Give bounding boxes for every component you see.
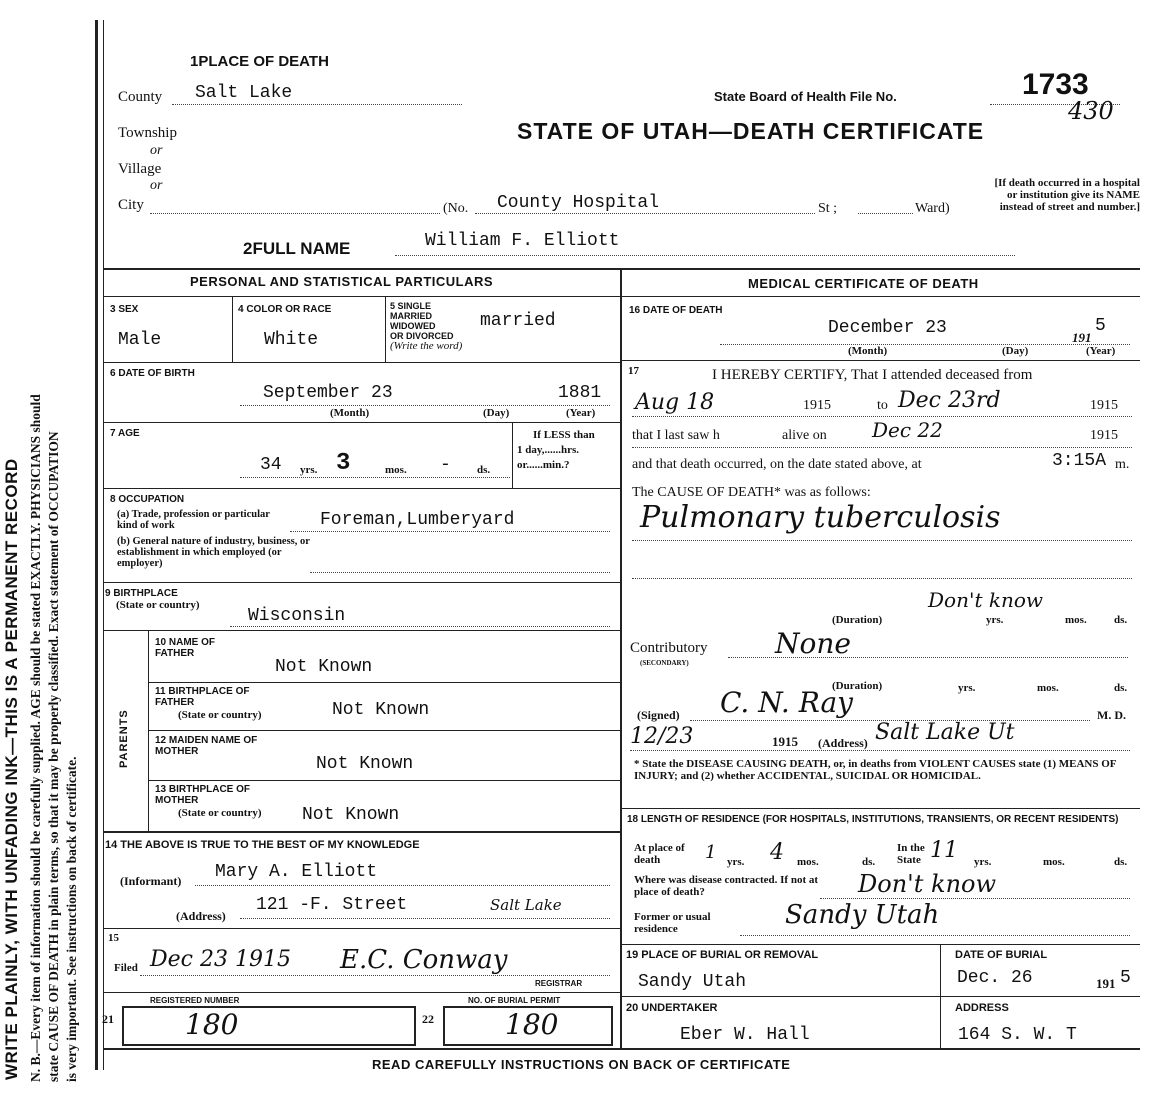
contributory-value: None bbox=[775, 627, 851, 660]
dob-day-lbl: (Day) bbox=[483, 407, 510, 419]
village-label: Village bbox=[118, 161, 162, 177]
state-mos-lbl: mos. bbox=[1043, 856, 1065, 868]
residence-months: 4 bbox=[770, 840, 784, 865]
burial-permit-label: NO. OF BURIAL PERMIT bbox=[468, 996, 561, 1005]
filed-index: 15 bbox=[108, 932, 119, 944]
if-less-1: If LESS than bbox=[533, 429, 595, 441]
county-value: Salt Lake bbox=[195, 83, 293, 103]
occupation-b-label: (b) General nature of industry, business, or establishment in which employed (or employer) bbox=[117, 536, 310, 569]
address-label: (Address) bbox=[176, 909, 226, 923]
age-days: - bbox=[440, 455, 451, 475]
if-less-2: 1 day,......hrs. bbox=[517, 444, 580, 456]
residence-mos-lbl: mos. bbox=[797, 856, 819, 868]
state-years: 11 bbox=[930, 838, 958, 863]
ward-label: Ward) bbox=[915, 201, 950, 216]
in-state-label: In the State bbox=[897, 842, 925, 866]
dod-value: December 23 bbox=[828, 318, 947, 338]
age-years: 34 bbox=[260, 455, 282, 475]
registrar-label: REGISTRAR bbox=[535, 979, 583, 988]
certify-text: I HEREBY CERTIFY, That I attended deceased from bbox=[712, 367, 1033, 383]
burial-permit-index: 22 bbox=[422, 1012, 434, 1026]
dob-month-lbl: (Month) bbox=[330, 407, 370, 419]
cert-index: 17 bbox=[628, 365, 639, 377]
burial-place-label: 19 PLACE OF BURIAL OR REMOVAL bbox=[626, 949, 819, 961]
father-value: Not Known bbox=[275, 657, 373, 677]
death-time-m: m. bbox=[1115, 457, 1130, 472]
parents-label: PARENTS bbox=[118, 709, 130, 768]
mother-birthplace-value: Not Known bbox=[302, 805, 400, 825]
burial-date-label: DATE OF BURIAL bbox=[955, 949, 1048, 961]
occupation-label: 8 OCCUPATION bbox=[110, 494, 185, 505]
hospital-note: [If death occurred in a hospital or institution give its NAME instead of street and number.] bbox=[994, 177, 1140, 213]
place-of-death-heading: 1PLACE OF DEATH bbox=[190, 53, 329, 70]
undertaker-value: Eber W. Hall bbox=[680, 1025, 810, 1045]
full-name-value: William F. Elliott bbox=[425, 231, 620, 251]
birthplace-label: 9 BIRTHPLACE bbox=[105, 588, 178, 599]
residence-label: 18 LENGTH OF RESIDENCE (FOR HOSPITALS, INSTITUTIONS, TRANSIENTS, OR RECENT RESIDENTS) bbox=[627, 814, 1119, 825]
father-label: 10 NAME OF FATHER bbox=[155, 637, 216, 659]
registered-number-value: 180 bbox=[185, 1008, 239, 1041]
true-statement-label: 14 THE ABOVE IS TRUE TO THE BEST OF MY KNOWLEDGE bbox=[105, 839, 420, 851]
residence-yrs-lbl: yrs. bbox=[727, 856, 745, 868]
mother-birthplace-sub: (State or country) bbox=[178, 807, 262, 819]
file-number: 1733 bbox=[1022, 68, 1089, 101]
father-birthplace-sub: (State or country) bbox=[178, 709, 262, 721]
undertaker-address-value: 164 S. W. T bbox=[958, 1025, 1077, 1045]
father-birthplace-value: Not Known bbox=[332, 700, 430, 720]
age-ds-lbl: ds. bbox=[477, 464, 491, 476]
burial-permit-value: 180 bbox=[505, 1008, 559, 1041]
full-name-label: 2FULL NAME bbox=[243, 239, 351, 258]
duration-mos: mos. bbox=[1065, 614, 1087, 626]
alive-date: Dec 22 bbox=[872, 418, 943, 442]
duration-ds: ds. bbox=[1114, 614, 1128, 626]
no-label: (No. bbox=[443, 201, 469, 216]
residence-years: 1 bbox=[705, 842, 717, 863]
registrar-signature: E.C. Conway bbox=[340, 945, 508, 975]
dod-label: 16 DATE OF DEATH bbox=[629, 305, 723, 316]
cause-value: Pulmonary tuberculosis bbox=[640, 500, 1001, 535]
left-border-outer bbox=[95, 20, 98, 1070]
state-ds-lbl: ds. bbox=[1114, 856, 1128, 868]
marital-label-4: OR DIVORCED bbox=[390, 331, 454, 341]
duration2-mos: mos. bbox=[1037, 682, 1059, 694]
informant-label: (Informant) bbox=[120, 874, 182, 888]
alive-on-lbl: alive on bbox=[782, 428, 827, 443]
marital-labels bbox=[390, 301, 462, 351]
occupation-a-label: (a) Trade, profession or particular kind of work bbox=[117, 509, 270, 531]
mother-birthplace-label: 13 BIRTHPLACE OF MOTHER bbox=[155, 784, 251, 806]
contracted-label: Where was disease contracted. If not at place of death? bbox=[634, 874, 819, 898]
dob-label: 6 DATE OF BIRTH bbox=[110, 368, 195, 379]
address-value: 121 -F. Street bbox=[256, 895, 408, 915]
birthplace-sub: (State or country) bbox=[116, 599, 200, 611]
sex-value: Male bbox=[118, 330, 162, 350]
registered-number-index: 21 bbox=[102, 1012, 114, 1026]
sign-year: 1915 bbox=[772, 734, 798, 749]
dob-year-lbl: (Year) bbox=[566, 407, 596, 419]
duration2-yrs: yrs. bbox=[958, 682, 976, 694]
left-border-inner bbox=[103, 20, 104, 1070]
undertaker-label: 20 UNDERTAKER bbox=[626, 1002, 718, 1014]
alive-year: 1915 bbox=[1090, 428, 1118, 443]
last-saw-lbl: that I last saw h bbox=[632, 428, 720, 443]
dod-year-lbl: (Year) bbox=[1086, 345, 1116, 357]
age-months: 3 bbox=[336, 450, 351, 477]
father-birthplace-label: 11 BIRTHPLACE OF FATHER bbox=[155, 686, 250, 708]
sign-address: Salt Lake Ut bbox=[875, 720, 1015, 745]
burial-place-value: Sandy Utah bbox=[638, 972, 747, 992]
undertaker-address-label: ADDRESS bbox=[955, 1002, 1009, 1014]
physician-signature: C. N. Ray bbox=[720, 686, 853, 719]
attended-to-lbl: to bbox=[877, 398, 888, 413]
or-1: or bbox=[150, 143, 163, 158]
mother-value: Not Known bbox=[316, 754, 414, 774]
street-number-value: County Hospital bbox=[497, 193, 660, 213]
marital-label-3: WIDOWED bbox=[390, 321, 436, 331]
violent-causes-footnote: * State the DISEASE CAUSING DEATH, or, in deaths from VIOLENT CAUSES state (1) MEANS OF INJURY; and (2) whether ACCIDENTAL, SUICIDAL OR HOMICIDAL. bbox=[634, 758, 1117, 782]
color-label: 4 COLOR OR RACE bbox=[238, 304, 332, 315]
death-time-lbl: and that death occurred, on the date stated above, at bbox=[632, 457, 922, 472]
footer-instructions: READ CAREFULLY INSTRUCTIONS ON BACK OF CERTIFICATE bbox=[372, 1057, 791, 1072]
dod-day-lbl: (Day) bbox=[1002, 345, 1029, 357]
filed-label: Filed bbox=[114, 962, 138, 974]
dob-month-day: September 23 bbox=[263, 383, 393, 403]
medical-heading: MEDICAL CERTIFICATE OF DEATH bbox=[748, 276, 979, 291]
registered-number-label: REGISTERED NUMBER bbox=[150, 996, 240, 1005]
attended-to-year: 1915 bbox=[1090, 398, 1118, 413]
cause-label: The CAUSE OF DEATH* was as follows: bbox=[632, 485, 871, 500]
contracted-value: Don't know bbox=[858, 870, 997, 898]
attended-from-date: Aug 18 bbox=[635, 390, 715, 415]
file-number-handwritten: 430 bbox=[1068, 97, 1114, 125]
age-yrs-lbl: yrs. bbox=[300, 464, 318, 476]
attended-from-year: 1915 bbox=[803, 398, 831, 413]
side-warning: WRITE PLAINLY, WITH UNFADING INK—THIS IS A PERMANENT RECORD bbox=[2, 458, 21, 1080]
md-label: M. D. bbox=[1097, 708, 1126, 722]
burial-date-value: Dec. 26 bbox=[957, 968, 1033, 988]
if-less-label bbox=[517, 428, 595, 473]
sign-address-label: (Address) bbox=[818, 736, 868, 750]
address-city: Salt Lake bbox=[490, 896, 562, 914]
burial-year-pre: 191 bbox=[1096, 976, 1116, 991]
informant-value: Mary A. Elliott bbox=[215, 862, 378, 882]
duration-lbl: (Duration) bbox=[832, 614, 883, 626]
duration2-ds: ds. bbox=[1114, 682, 1128, 694]
township-label: Township bbox=[118, 125, 177, 141]
attended-to-date: Dec 23rd bbox=[898, 388, 1001, 413]
registered-number-box bbox=[122, 1006, 416, 1046]
city-label: City bbox=[118, 197, 144, 213]
county-label: County bbox=[118, 89, 163, 105]
dod-year-pre: 191 bbox=[1072, 330, 1092, 345]
marital-label-1: 5 SINGLE bbox=[390, 301, 432, 311]
duration-yrs: yrs. bbox=[986, 614, 1004, 626]
duration-value: Don't know bbox=[928, 588, 1044, 612]
age-label: 7 AGE bbox=[110, 428, 140, 439]
if-less-3: or......min.? bbox=[517, 459, 570, 471]
dod-month-lbl: (Month) bbox=[848, 345, 888, 357]
former-residence-label: Former or usual residence bbox=[634, 911, 711, 935]
signed-label: (Signed) bbox=[637, 708, 680, 722]
at-place-label: At place of death bbox=[634, 842, 685, 866]
burial-year: 5 bbox=[1120, 968, 1131, 988]
side-note-1: N. B.—Every item of information should be carefully supplied. AGE should be stated EXACTLY. PHYSICIANS should bbox=[28, 394, 43, 1082]
marital-label-5: (Write the word) bbox=[390, 340, 463, 352]
marital-value: married bbox=[480, 311, 556, 331]
sign-date: 12/23 bbox=[630, 724, 694, 749]
dob-year: 1881 bbox=[558, 383, 602, 403]
st-label: St ; bbox=[818, 201, 838, 216]
occupation-value: Foreman,Lumberyard bbox=[320, 510, 515, 530]
side-note-2: state CAUSE OF DEATH in plain terms, so that it may be properly classified. Exact statement of OCCUPATION bbox=[46, 431, 61, 1082]
filed-date: Dec 23 1915 bbox=[150, 947, 291, 972]
age-mos-lbl: mos. bbox=[385, 464, 407, 476]
secondary-label: (SECONDARY) bbox=[640, 659, 689, 667]
dod-year: 5 bbox=[1095, 316, 1106, 336]
color-value: White bbox=[264, 330, 319, 350]
former-residence-value: Sandy Utah bbox=[785, 900, 940, 930]
state-yrs-lbl: yrs. bbox=[974, 856, 992, 868]
mother-label: 12 MAIDEN NAME OF MOTHER bbox=[155, 735, 258, 757]
residence-ds-lbl: ds. bbox=[862, 856, 876, 868]
sex-label: 3 SEX bbox=[110, 304, 139, 315]
death-time: 3:15A bbox=[1052, 451, 1107, 471]
certificate-title: STATE OF UTAH—DEATH CERTIFICATE bbox=[517, 118, 985, 144]
contributory-label: Contributory bbox=[630, 640, 708, 656]
personal-heading: PERSONAL AND STATISTICAL PARTICULARS bbox=[190, 274, 494, 289]
or-2: or bbox=[150, 178, 163, 193]
side-note-3: is very important. See instructions on back of certificate. bbox=[64, 756, 79, 1082]
marital-label-2: MARRIED bbox=[390, 311, 432, 321]
birthplace-value: Wisconsin bbox=[248, 606, 346, 626]
file-number-label: State Board of Health File No. bbox=[714, 89, 897, 104]
duration2-lbl: (Duration) bbox=[832, 680, 883, 692]
